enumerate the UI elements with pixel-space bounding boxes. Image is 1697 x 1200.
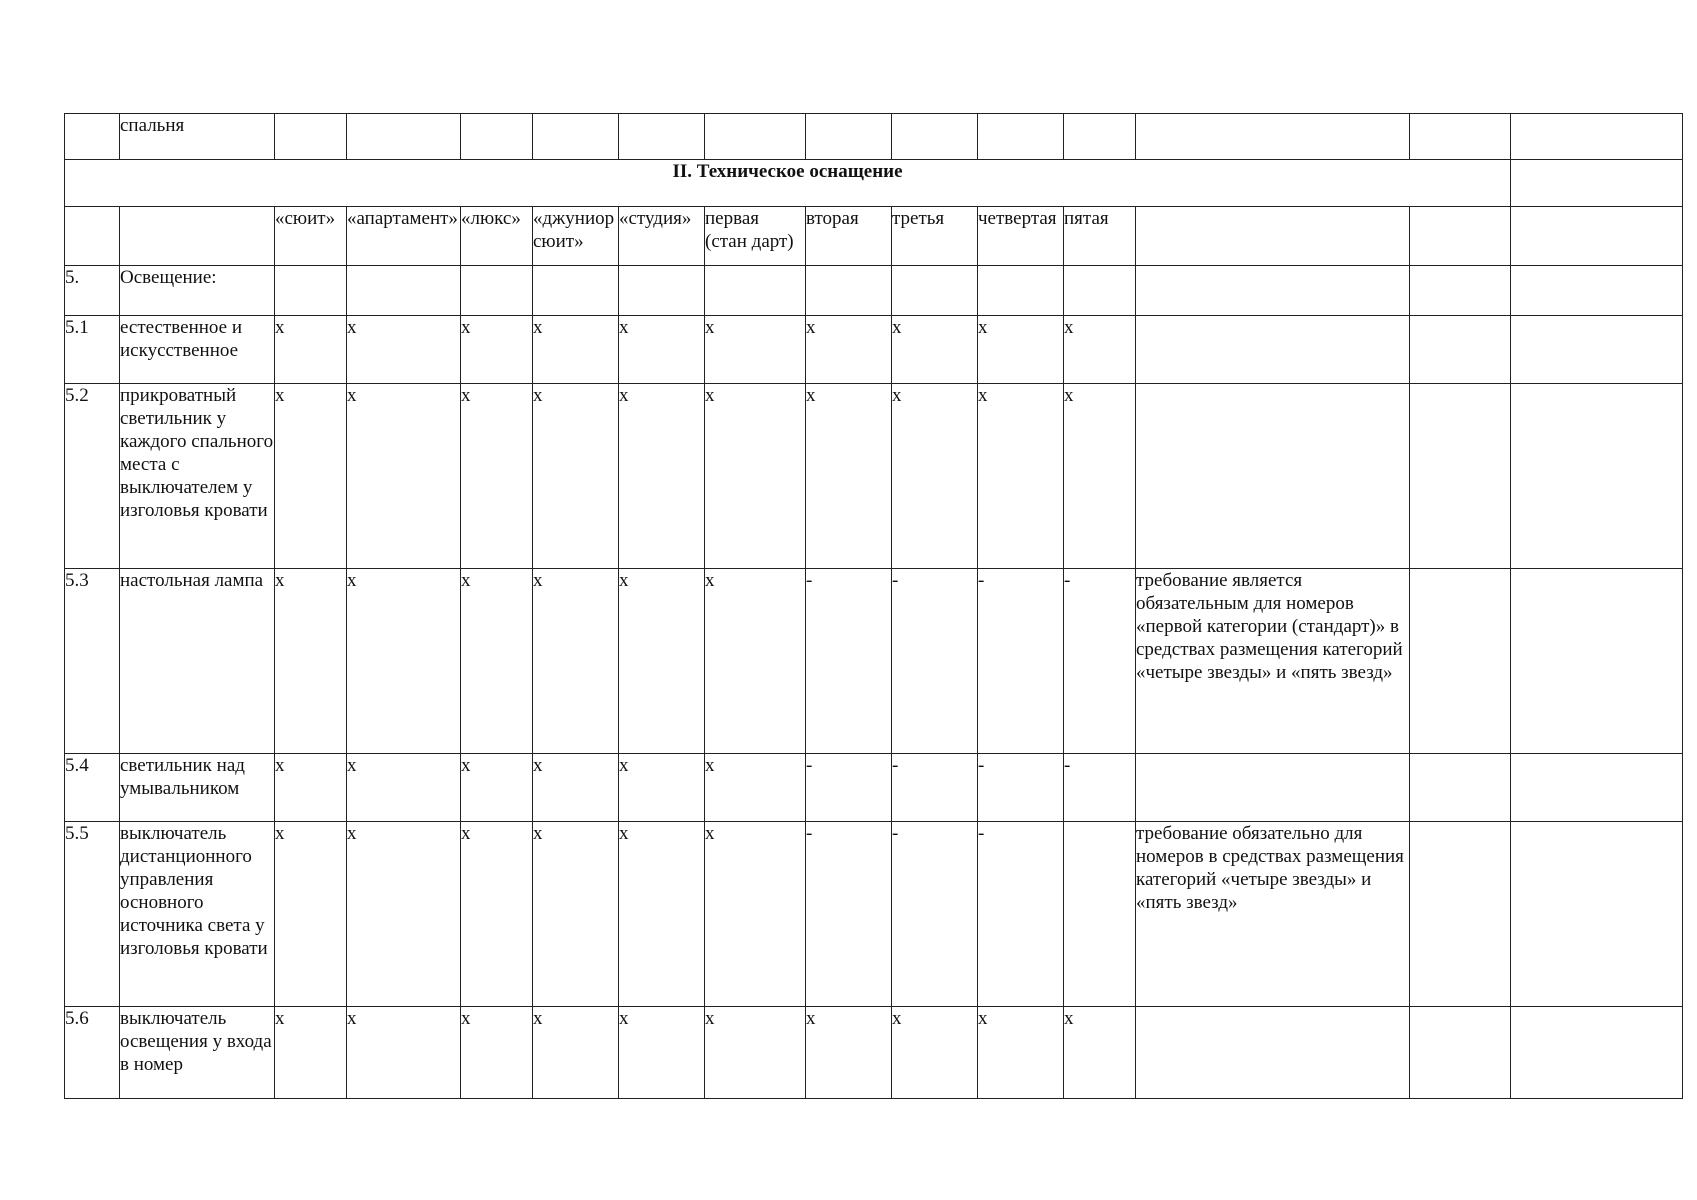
mark-cell: х [533, 1007, 619, 1099]
mark-cell: х [806, 1007, 892, 1099]
cell-empty [1410, 384, 1511, 569]
mark-cell: - [806, 569, 892, 754]
mark-cell [619, 266, 705, 316]
note-cell [1136, 754, 1410, 822]
row-name: естественное и искусственное [120, 316, 275, 384]
mark-cell: - [806, 754, 892, 822]
mark-cell [275, 266, 347, 316]
row-number: 5.1 [65, 316, 120, 384]
cell-empty [619, 114, 705, 160]
row-name: выключатель дистанционного управления основного источника света у изголовья кровати [120, 822, 275, 1007]
mark-cell: х [892, 384, 978, 569]
note-cell [1136, 384, 1410, 569]
category-header: «джуниор сюит» [533, 207, 619, 266]
category-header: первая (стан дарт) [705, 207, 806, 266]
cell-empty [120, 207, 275, 266]
table-row [65, 822, 1683, 1007]
mark-cell [1064, 822, 1136, 1007]
cell-empty [1511, 114, 1683, 160]
note-cell [1136, 1007, 1410, 1099]
mark-cell: х [533, 822, 619, 1007]
category-header: четвертая [978, 207, 1064, 266]
note-cell [1136, 266, 1410, 316]
mark-cell [347, 266, 461, 316]
note-cell: требование является обязательным для номеров «первой категории (стандарт)» в средствах размещения категорий «четыре звезды» и «пять звезд» [1136, 569, 1410, 754]
row-name: прикроватный светильник у каждого спального места с выключателем у изголовья кровати [120, 384, 275, 569]
cell-empty [1511, 754, 1683, 822]
mark-cell: х [619, 569, 705, 754]
cell-empty [1511, 569, 1683, 754]
mark-cell: х [347, 384, 461, 569]
mark-cell [705, 266, 806, 316]
mark-cell: х [705, 1007, 806, 1099]
table-row [65, 569, 1683, 754]
cell-empty [1410, 207, 1511, 266]
mark-cell: х [533, 569, 619, 754]
row-number: 5. [65, 266, 120, 316]
mark-cell: х [1064, 384, 1136, 569]
mark-cell: х [461, 754, 533, 822]
cell-empty [347, 114, 461, 160]
cell-empty [1136, 207, 1410, 266]
mark-cell: х [806, 316, 892, 384]
table-row [65, 266, 1683, 316]
mark-cell: х [705, 822, 806, 1007]
mark-cell: х [806, 384, 892, 569]
row-number: 5.6 [65, 1007, 120, 1099]
cell-empty [1136, 114, 1410, 160]
mark-cell: - [892, 822, 978, 1007]
mark-cell: х [461, 822, 533, 1007]
mark-cell: х [275, 384, 347, 569]
row-number: 5.2 [65, 384, 120, 569]
mark-cell: х [275, 754, 347, 822]
mark-cell: х [705, 569, 806, 754]
cell-empty [1511, 160, 1683, 207]
cell-empty [705, 114, 806, 160]
mark-cell: - [978, 754, 1064, 822]
mark-cell: х [533, 754, 619, 822]
mark-cell: х [533, 384, 619, 569]
cell-empty [1410, 316, 1511, 384]
mark-cell: х [978, 316, 1064, 384]
cell-empty [1064, 114, 1136, 160]
cell-empty [65, 114, 120, 160]
mark-cell: х [619, 754, 705, 822]
mark-cell: х [533, 316, 619, 384]
mark-cell: х [705, 384, 806, 569]
cell-empty [1410, 1007, 1511, 1099]
mark-cell: х [461, 1007, 533, 1099]
mark-cell: х [461, 316, 533, 384]
table-row [65, 754, 1683, 822]
mark-cell: х [275, 1007, 347, 1099]
mark-cell: х [347, 754, 461, 822]
row-number: 5.5 [65, 822, 120, 1007]
mark-cell: х [347, 822, 461, 1007]
category-header: вторая [806, 207, 892, 266]
cell-empty [533, 114, 619, 160]
mark-cell: х [1064, 1007, 1136, 1099]
mark-cell: х [619, 1007, 705, 1099]
mark-cell: х [619, 384, 705, 569]
cell-empty [1511, 384, 1683, 569]
table-row [65, 1007, 1683, 1099]
mark-cell [461, 266, 533, 316]
mark-cell: х [347, 569, 461, 754]
cell-empty [892, 114, 978, 160]
mark-cell: - [1064, 754, 1136, 822]
cell-empty [1410, 822, 1511, 1007]
mark-cell: - [1064, 569, 1136, 754]
row-name: Освещение: [120, 266, 275, 316]
section-row [65, 160, 1683, 207]
mark-cell: х [275, 822, 347, 1007]
category-header: «апартамент» [347, 207, 461, 266]
mark-cell: х [1064, 316, 1136, 384]
mark-cell: - [892, 754, 978, 822]
cell-empty [1410, 266, 1511, 316]
row-name: светильник над умывальником [120, 754, 275, 822]
mark-cell: х [892, 316, 978, 384]
row-name: настольная лампа [120, 569, 275, 754]
cell-empty [806, 114, 892, 160]
mark-cell: х [705, 316, 806, 384]
mark-cell: - [978, 822, 1064, 1007]
cell-empty [978, 114, 1064, 160]
mark-cell: х [705, 754, 806, 822]
cell-empty [1511, 822, 1683, 1007]
mark-cell: х [619, 316, 705, 384]
mark-cell: х [978, 1007, 1064, 1099]
mark-cell: х [461, 384, 533, 569]
cell-empty [1511, 316, 1683, 384]
section-title: II. Техническое оснащение [65, 160, 1511, 207]
mark-cell [533, 266, 619, 316]
category-header: «люкс» [461, 207, 533, 266]
mark-cell [1064, 266, 1136, 316]
row-number: 5.4 [65, 754, 120, 822]
cell-empty [1410, 754, 1511, 822]
cell-empty [1511, 1007, 1683, 1099]
cell-empty [461, 114, 533, 160]
mark-cell: - [978, 569, 1064, 754]
cell-empty [1511, 207, 1683, 266]
mark-cell [892, 266, 978, 316]
row-name: выключатель освещения у входа в номер [120, 1007, 275, 1099]
mark-cell: х [892, 1007, 978, 1099]
mark-cell [978, 266, 1064, 316]
category-header: третья [892, 207, 978, 266]
category-header: «сюит» [275, 207, 347, 266]
table-row [65, 316, 1683, 384]
mark-cell: х [461, 569, 533, 754]
bedroom-label: спальня [120, 114, 275, 160]
note-cell: требование обязательно для номеров в средствах размещения категорий «четыре звезды» и «пять звезд» [1136, 822, 1410, 1007]
requirements-table [64, 113, 1683, 1099]
mark-cell: х [619, 822, 705, 1007]
cell-empty [1511, 266, 1683, 316]
mark-cell: х [275, 316, 347, 384]
mark-cell: х [347, 316, 461, 384]
row-number: 5.3 [65, 569, 120, 754]
mark-cell: х [978, 384, 1064, 569]
mark-cell: - [806, 822, 892, 1007]
category-header-row [65, 207, 1683, 266]
mark-cell: х [275, 569, 347, 754]
mark-cell: - [892, 569, 978, 754]
cell-empty [1410, 114, 1511, 160]
mark-cell [806, 266, 892, 316]
category-header: пятая [1064, 207, 1136, 266]
note-cell [1136, 316, 1410, 384]
category-header: «студия» [619, 207, 705, 266]
mark-cell: х [347, 1007, 461, 1099]
bedroom-row [65, 114, 1683, 160]
table-row [65, 384, 1683, 569]
cell-empty [1410, 569, 1511, 754]
cell-empty [275, 114, 347, 160]
cell-empty [65, 207, 120, 266]
